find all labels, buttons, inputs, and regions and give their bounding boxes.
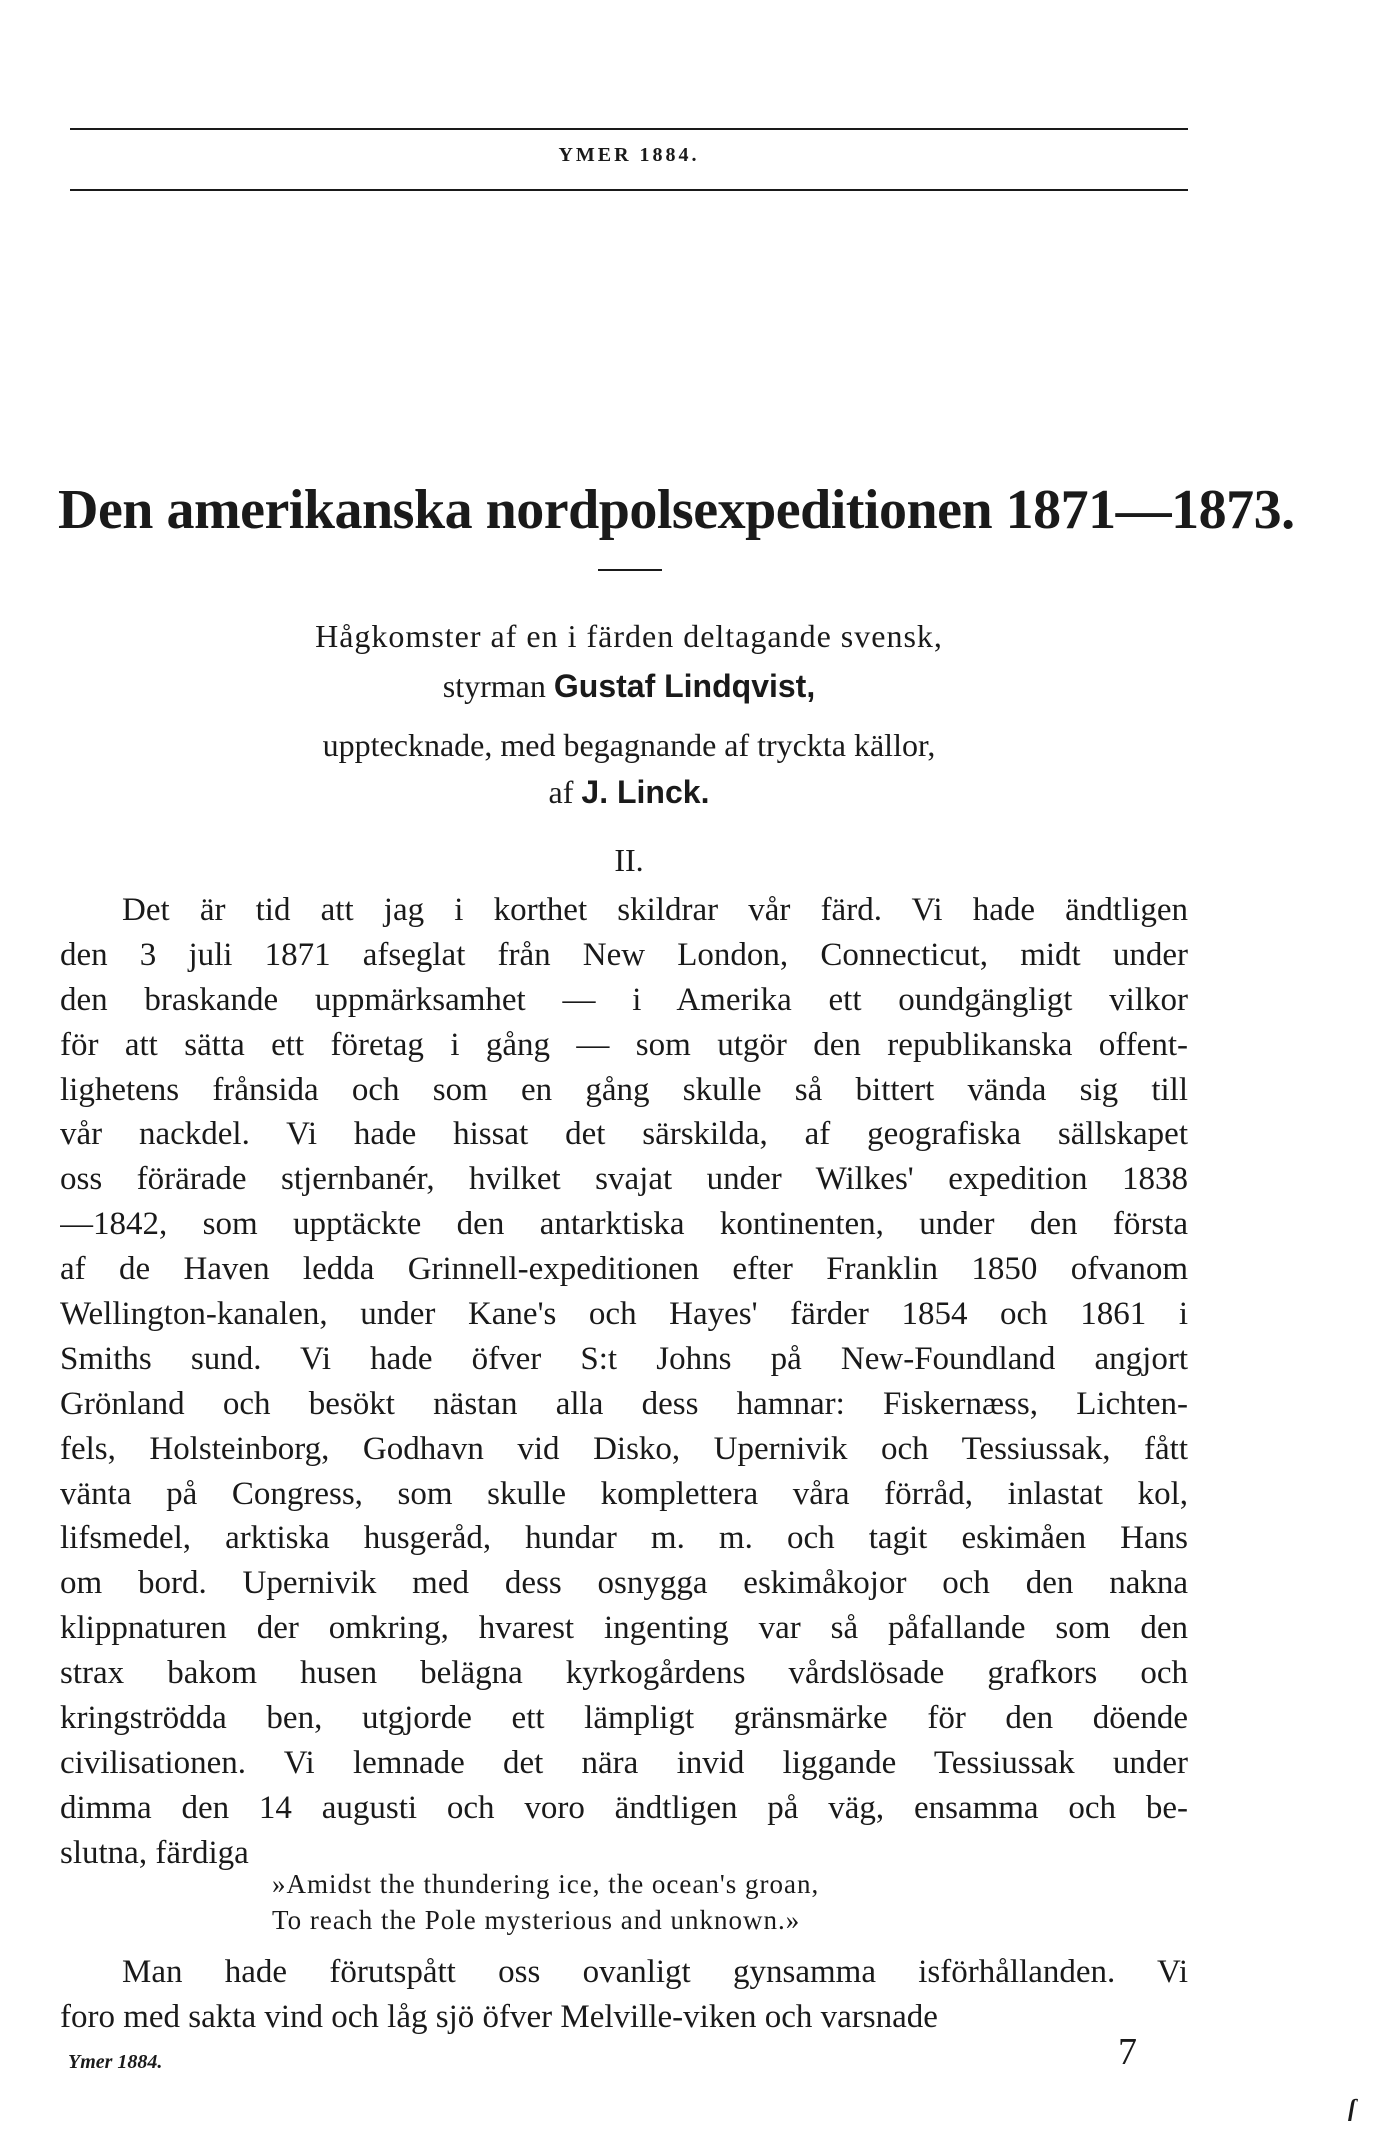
text-line: Smiths sund. Vi hade öfver S:t Johns på New-Foundland angjort xyxy=(60,1340,1188,1377)
body-paragraph xyxy=(60,888,1188,1876)
subtitle-line-3: upptecknade, med begagnande af tryckta källor, xyxy=(322,727,936,763)
text-line: Man hade förutspått oss ovanligt gynsamma isförhållanden. Vi xyxy=(122,1954,1188,1990)
quote-line-2: To reach the Pole mysterious and unknown.» xyxy=(272,1905,801,1935)
article-title: Den amerikanska nordpolsexpeditionen 1871—1873. xyxy=(58,479,1295,541)
subtitle-prefix: styrman xyxy=(442,668,546,704)
text-line: Det är tid att jag i korthet skildrar vår färd. Vi hade ändtligen xyxy=(122,892,1188,928)
title-divider xyxy=(598,569,662,571)
text-line: vänta på Congress, som skulle komplettera våra förråd, inlastat kol, xyxy=(60,1475,1188,1512)
text-line: Grönland och besökt nästan alla dess hamnar: Fiskernæss, Lichten- xyxy=(60,1385,1188,1422)
text-line: oss förärade stjernbanér, hvilket svajat under Wilkes' expedition 1838 xyxy=(60,1161,1188,1198)
subtitle-line-1: Hågkomster af en i färden deltagande svensk, xyxy=(315,618,943,654)
verse-quote xyxy=(272,1866,940,1938)
page-number: 7 xyxy=(1118,2031,1137,2073)
text-line: den braskande uppmärksamhet — i Amerika ett oundgängligt vilkor xyxy=(60,981,1188,1018)
text-line: slutna, färdiga xyxy=(60,1834,249,1871)
text-line: lifsmedel, arktiska husgeråd, hundar m. m. och tagit eskimåen Hans xyxy=(60,1520,1188,1557)
text-line: vår nackdel. Vi hade hissat det särskilda, af geografiska sällskapet xyxy=(60,1116,1188,1153)
text-line: —1842, som upptäckte den antarktiska kontinenten, under den första xyxy=(60,1206,1188,1243)
editor-prefix: af xyxy=(548,774,574,810)
text-line: strax bakom husen belägna kyrkogårdens vårdslösade grafkors och xyxy=(60,1655,1188,1692)
text-line: dimma den 14 augusti och voro ändtligen på väg, ensamma och be- xyxy=(60,1789,1188,1826)
footer-signature: Ymer 1884. xyxy=(68,2051,163,2073)
text-line: lighetens frånsida och som en gång skulle så bittert vända sig till xyxy=(60,1071,1188,1108)
author-name: Gustaf Lindqvist, xyxy=(553,668,816,704)
text-line: för att sätta ett företag i gång — som utgör den republikanska offent- xyxy=(60,1026,1188,1063)
quote-line-1: »Amidst the thundering ice, the ocean's groan, xyxy=(272,1869,820,1899)
text-line: fels, Holsteinborg, Godhavn vid Disko, Upernivik och Tessiussak, fått xyxy=(60,1430,1188,1467)
header-rule-bottom xyxy=(70,189,1188,191)
body-paragraph-2 xyxy=(60,1950,1188,2040)
subtitle-line-4 xyxy=(0,774,1258,811)
text-line: foro med sakta vind och låg sjö öfver Melville-viken och varsnade xyxy=(60,1998,938,2035)
text-line: den 3 juli 1871 afseglat från New London, Connecticut, midt under xyxy=(60,936,1188,973)
corner-mark: ſ xyxy=(1348,2096,1356,2122)
text-line: Wellington-kanalen, under Kane's och Hayes' färder 1854 och 1861 i xyxy=(60,1296,1188,1333)
text-line: kringströdda ben, utgjorde ett lämpligt gränsmärke för den döende xyxy=(60,1700,1188,1737)
text-line: om bord. Upernivik med dess osnygga eskimåkojor och den nakna xyxy=(60,1565,1188,1602)
text-line: af de Haven ledda Grinnell-expeditionen efter Franklin 1850 ofvanom xyxy=(60,1251,1188,1288)
subtitle-line-2 xyxy=(0,668,1258,705)
running-head: YMER 1884. xyxy=(558,144,700,166)
text-line: klippnaturen der omkring, hvarest ingenting var så påfallande som den xyxy=(60,1610,1188,1647)
text-line: civilisationen. Vi lemnade det nära invid liggande Tessiussak under xyxy=(60,1744,1188,1781)
editor-name: J. Linck. xyxy=(581,774,710,810)
header-rule-top xyxy=(70,128,1188,130)
section-number: II. xyxy=(614,842,644,878)
